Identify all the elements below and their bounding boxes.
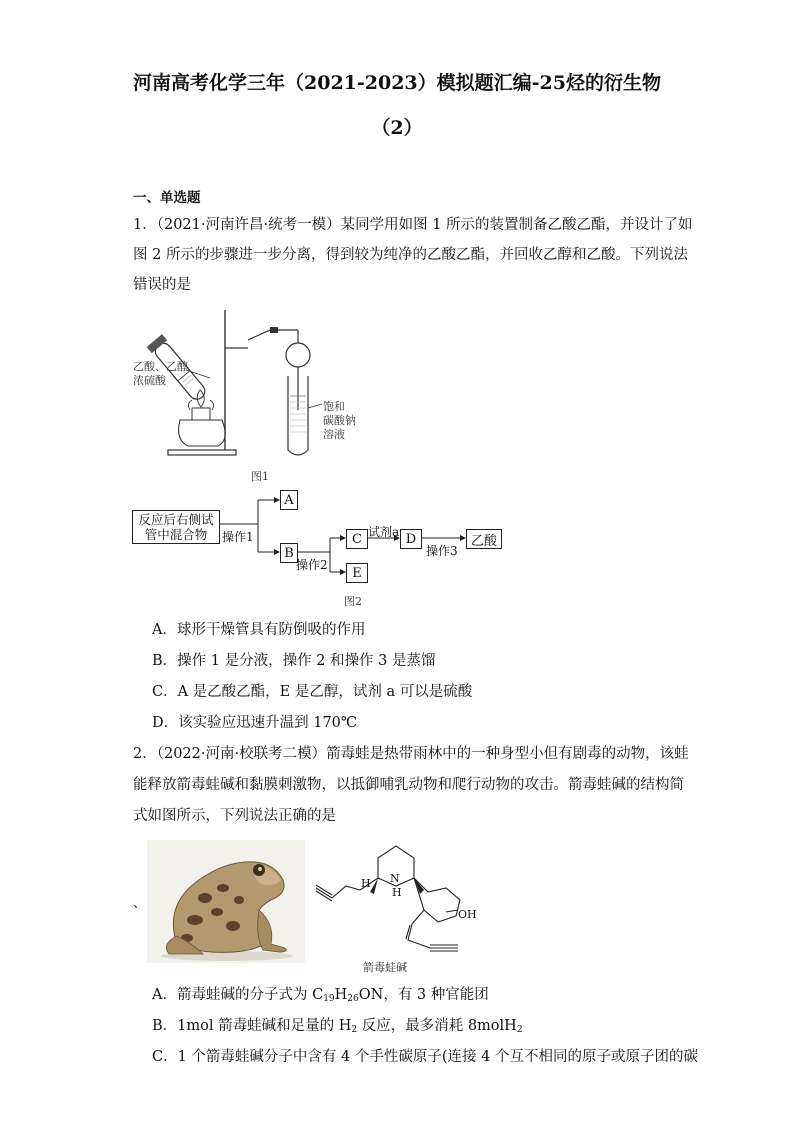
q2-option-a-text-1: A．箭毒蛙碱的分子式为 C <box>152 987 324 1003</box>
fig1-label-solution-1: 饱和 <box>323 400 345 413</box>
q2-option-b-text-2: 反应，最多消耗 8molH <box>357 1018 517 1034</box>
flow-start-box <box>132 510 220 544</box>
flow-start-text-1: 反应后右侧试 <box>138 512 214 527</box>
flow-box-c: C <box>346 529 368 549</box>
flow-op1-label: 操作1 <box>222 530 254 544</box>
structural-formula-drawing <box>308 828 498 956</box>
q1-stem-line2: 图 2 所示的步骤进一步分离，得到较为纯净的乙酸乙酯，并回收乙醇和乙酸。下列说法 <box>133 247 688 263</box>
batrachotoxin-structure <box>308 828 498 956</box>
q2-stem-line3: 式如图所示，下列说法正确的是 <box>133 808 336 824</box>
q2-option-c: C．1 个箭毒蛙碱分子中含有 4 个手性碳原子(连接 4 个互不相同的原子或原子团的碳 <box>152 1049 698 1065</box>
q2-option-b <box>152 1014 523 1035</box>
figure1-caption: 图1 <box>251 470 269 483</box>
flow-op3-label: 操作3 <box>426 544 458 558</box>
q2-option-a-text-3: ON，有 3 种官能团 <box>358 987 489 1003</box>
q1-stem-line1: 1．（2021·河南许昌·统考一模）某同学用如图 1 所示的装置制备乙酸乙酯，并设计了如 <box>133 217 693 233</box>
figure2-caption: 图2 <box>344 595 362 608</box>
fig1-label-reactants-1: 乙酸、乙醇 <box>133 360 188 373</box>
fig1-label-reactants-2: 浓硫酸 <box>133 374 166 387</box>
section-heading: 一、单选题 <box>133 190 201 206</box>
q2-option-b-sub-2: 2 <box>516 1025 523 1035</box>
q1-option-d: D．该实验应迅速升温到 170℃ <box>152 715 358 731</box>
flow-box-e: E <box>346 563 368 583</box>
flow-reagent-label: 试剂a <box>368 525 400 539</box>
q1-option-a: A．球形干燥管具有防倒吸的作用 <box>152 622 366 638</box>
flow-box-product: 乙酸 <box>466 529 502 549</box>
q2-option-b-sub-1: 2 <box>351 1025 358 1035</box>
struct-label-h-right: H <box>392 886 402 899</box>
document-title-line1: 河南高考化学三年（2021-2023）模拟题汇编-25烃的衍生物 <box>133 72 661 94</box>
q1-option-c: C．A 是乙酸乙酯，E 是乙醇，试剂 a 可以是硫酸 <box>152 684 473 700</box>
q2-stem-line2: 能释放箭毒蛙碱和黏膜刺激物，以抵御哺乳动物和爬行动物的攻击。箭毒蛙碱的结构简 <box>133 777 684 793</box>
q1-stem-line3: 错误的是 <box>133 277 191 293</box>
structure-caption: 箭毒蛙碱 <box>363 961 407 974</box>
stray-punctuation: 、 <box>133 896 147 911</box>
flow-op2-label: 操作2 <box>296 558 328 572</box>
flow-box-a: A <box>280 490 298 510</box>
q2-option-a <box>152 983 489 1004</box>
document-title-line2: （2） <box>371 117 423 139</box>
q2-option-a-sub-2: 26 <box>347 994 359 1004</box>
struct-label-h-left: H <box>361 877 371 890</box>
q2-option-a-sub-1: 19 <box>323 994 335 1004</box>
flow-start-text-2: 管中混合物 <box>144 527 208 542</box>
flow-box-b: B <box>280 543 298 563</box>
frog-illustration <box>147 840 305 963</box>
q2-option-a-text-2: H <box>334 987 348 1003</box>
struct-label-n: N <box>390 872 400 885</box>
q2-stem-line1: 2．（2022·河南·校联考二模）箭毒蛙是热带雨林中的一种身型小但有剧毒的动物，该蛙 <box>133 746 689 762</box>
q2-option-b-text-1: B．1mol 箭毒蛙碱和足量的 H <box>152 1018 352 1034</box>
struct-label-oh: OH <box>458 908 477 921</box>
q1-option-b: B．操作 1 是分液，操作 2 和操作 3 是蒸馏 <box>152 653 436 669</box>
figure2-flowchart <box>130 488 510 588</box>
flow-box-d: D <box>400 529 422 549</box>
fig1-label-solution-2: 碳酸钠 <box>323 414 356 427</box>
frog-photo <box>147 840 305 963</box>
fig1-label-solution-3: 溶液 <box>323 428 345 441</box>
